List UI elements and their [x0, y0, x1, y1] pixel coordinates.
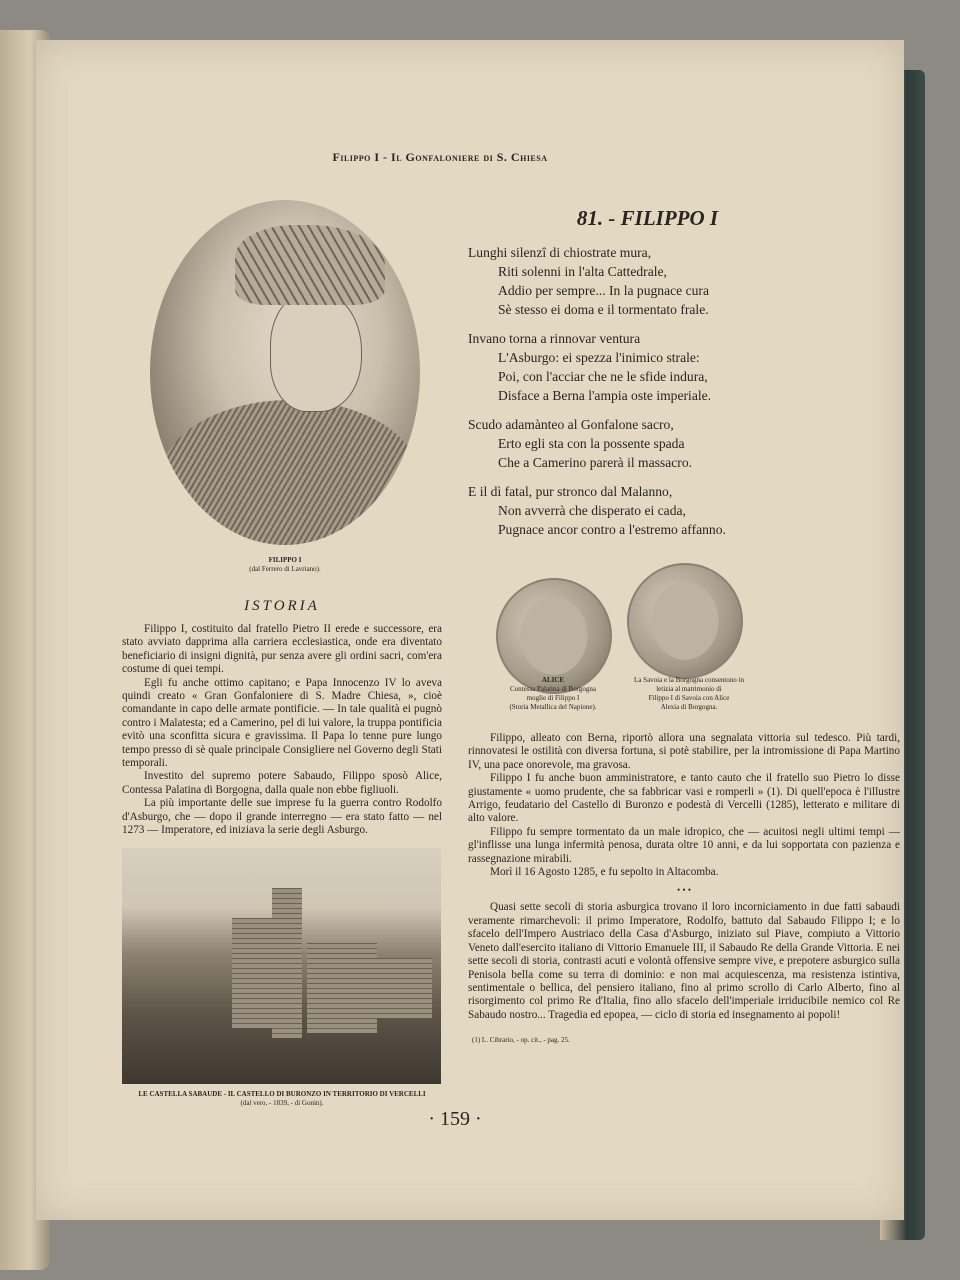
caption-line: ALICE	[541, 676, 565, 684]
left-column	[122, 598, 442, 1108]
poem-line: Addio per sempre... In la pugnace cura	[498, 283, 709, 298]
sonnet	[468, 243, 726, 549]
caption-source: (dal Ferrero di Lavriano).	[249, 565, 321, 573]
caption-line: moglie di Filippo I	[526, 694, 580, 702]
poem-line: Lunghi silenzî di chiostrate mura,	[468, 245, 652, 260]
caption-line: Filippo I di Savoia con Alice	[648, 694, 730, 702]
page-number: · 159 ·	[428, 1108, 482, 1130]
paragraph: Investito del supremo potere Sabaudo, Filippo sposò Alice, Contessa Palatina di Borgogna, dalla quale non ebbe figliuoli.	[122, 770, 442, 796]
right-column	[468, 732, 900, 1044]
paragraph: Filippo I, costituito dal fratello Pietro II erede e successore, era stato avviato dapprima alla carriera ecclesiastica, onde era diventato beneficiario di insigni dignità, pur senza avere gli ordini sacri, com'era costume di quei tempi.	[122, 623, 442, 676]
paragraph: La più importante delle sue imprese fu la guerra contro Rodolfo d'Asburgo, che — dopo il grande interregno — era stato fatto — nel 1273 — Imperatore, ed iniziava la serie degli Asburgo.	[122, 797, 442, 837]
caption-title: FILIPPO I	[268, 556, 302, 564]
poem-line: Poi, con l'acciar che ne le sfide indura,	[498, 369, 708, 384]
footnote: (1) L. Cibrario, - op. cit., - pag. 25.	[472, 1036, 570, 1045]
medal-caption-alice	[488, 676, 618, 712]
paragraph: Filippo fu sempre tormentato da un male idropico, che — acuitosi negli ultimi tempi — gl'inflisse una lunga infermità penosa, durata oltre 10 anni, e da lui sopportata con pazienza e rassegnazione mirabili.	[468, 825, 900, 865]
poem-line: Non avverrà che disperato ei cada,	[498, 503, 686, 518]
istoria-text	[122, 623, 442, 838]
poem-line: Scudo adamànteo al Gonfalone sacro,	[468, 417, 674, 432]
caption-line: La Savoia e la Borgogna consentono in letizia al matrimonio di	[634, 676, 744, 693]
paragraph: Filippo, alleato con Berna, riportò allora una segnalata vittoria sul tedesco. Più tardi, rinnovatesi le ostilità con diversa fortuna, si potè stabilire, per la intromissione di Papa Martino IV, una pace onorevole, ma gravosa.	[468, 732, 900, 771]
caption-title: LE CASTELLA SABAUDE - IL CASTELLO DI BURONZO IN TERRITORIO DI VERCELLI	[138, 1089, 426, 1098]
portrait-engraving	[150, 200, 420, 545]
separator: • • •	[677, 885, 691, 896]
right-text	[468, 732, 900, 879]
paragraph: Morì il 16 Agosto 1285, e fu sepolto in Altacomba.	[490, 866, 719, 879]
stanza	[468, 329, 726, 405]
castle-engraving	[122, 848, 441, 1084]
portrait-caption	[150, 556, 420, 574]
poem-line: Che a Camerino parerà il massacro.	[498, 455, 693, 470]
caption-line: Alexia di Borgogna.	[660, 703, 718, 711]
medal-savoia-borgogna	[627, 563, 743, 679]
poem-line: Erto egli sta con la possente spada	[498, 436, 685, 451]
poem-line: Riti solenni in l'alta Cattedrale,	[498, 264, 667, 279]
paragraph: Egli fu anche ottimo capitano; e Papa Innocenzo IV lo aveva quindi creato « Gran Gonfaloniere di S. Madre Chiesa, », cioè comandante in capo delle armate pontificie. — In tale qualità ei pugnò contro i Malatesta; ed a Camerino, pel di lui valore, la truppa pontificia evitò una sconfitta sicura e gravissima. Il Papa lo tenne pure lungo tempo presso di sè quale principale Consigliere nel Governo degli Stati temporali.	[122, 676, 442, 770]
poem-title: 81. - FILIPPO I	[576, 206, 719, 230]
caption-line: (Storia Metallica del Napione).	[509, 703, 597, 711]
paragraph: Filippo I fu anche buon amministratore, e tanto cauto che il fratello suo Pietro lo disse giustamente « uomo prudente, che sa fabbricar vasi e romperli » (1). Di quell'epoca è l'illustre Arrigo, feudatario del Castello di Buronzo e podestà di Vercelli (1285), letterato e militare di alto valore.	[468, 772, 900, 825]
closing-text	[468, 901, 900, 1022]
istoria-heading: ISTORIA	[244, 598, 320, 614]
medal-caption-savoia	[628, 676, 750, 712]
running-header: Filippo I - Il Gonfaloniere di S. Chiesa	[332, 150, 548, 164]
poem-line: Invano torna a rinnovar ventura	[468, 331, 641, 346]
closing-paragraph: Quasi sette secoli di storia asburgica trovano il loro incorniciamento in due fatti sabaudi veramente rimarchevoli: il primo Imperatore, Rodolfo, battuto dal Sabaudo Filippo I; e lo sfacelo dell'Impero Austriaco della Casa d'Asburgo, iniziato sul Piave, compiuto a Vittorio Veneto dall'esercito italiano di Vittorio Emanuele III, il Sabaudo Re della Grande Vittoria. E nei sette secoli di storia, contrasti acuti e volontà offensive sempre vive, e prepotere asburgico sulla Penisola bella come su terra di dominio: e non mai acquiescenza, ma resistenza istintiva, sentimentale o bellica, del pensiero italiano, fino al primo scrollo di Carlo Alberto, fino al risorgimento col primo Re d'Italia, fino allo sfacelo dell'imperiale irriducibile nemico col Re Sabaudo nostro... Tragedia ed epopea, — ciclo di storia ed insegnamento ai popoli!	[468, 901, 900, 1021]
caption-line: Contessa Palatina di Borgogna	[510, 685, 596, 693]
poem-line: Sè stesso ei doma e il tormentato frale.	[498, 302, 709, 317]
poem-line: E il dì fatal, pur stronco dal Malanno,	[468, 484, 673, 499]
caption-source: (dal vero, - 1839, - di Gonin).	[240, 1098, 324, 1107]
castle-caption	[110, 1090, 454, 1108]
poem-line: Disface a Berna l'ampia oste imperiale.	[498, 388, 712, 403]
poem-line: Pugnace ancor contro a l'estremo affanno.	[498, 522, 726, 537]
stanza	[468, 243, 726, 319]
stanza	[468, 415, 726, 472]
stanza	[468, 482, 726, 539]
poem-line: L'Asburgo: ei spezza l'inimico strale:	[498, 350, 700, 365]
